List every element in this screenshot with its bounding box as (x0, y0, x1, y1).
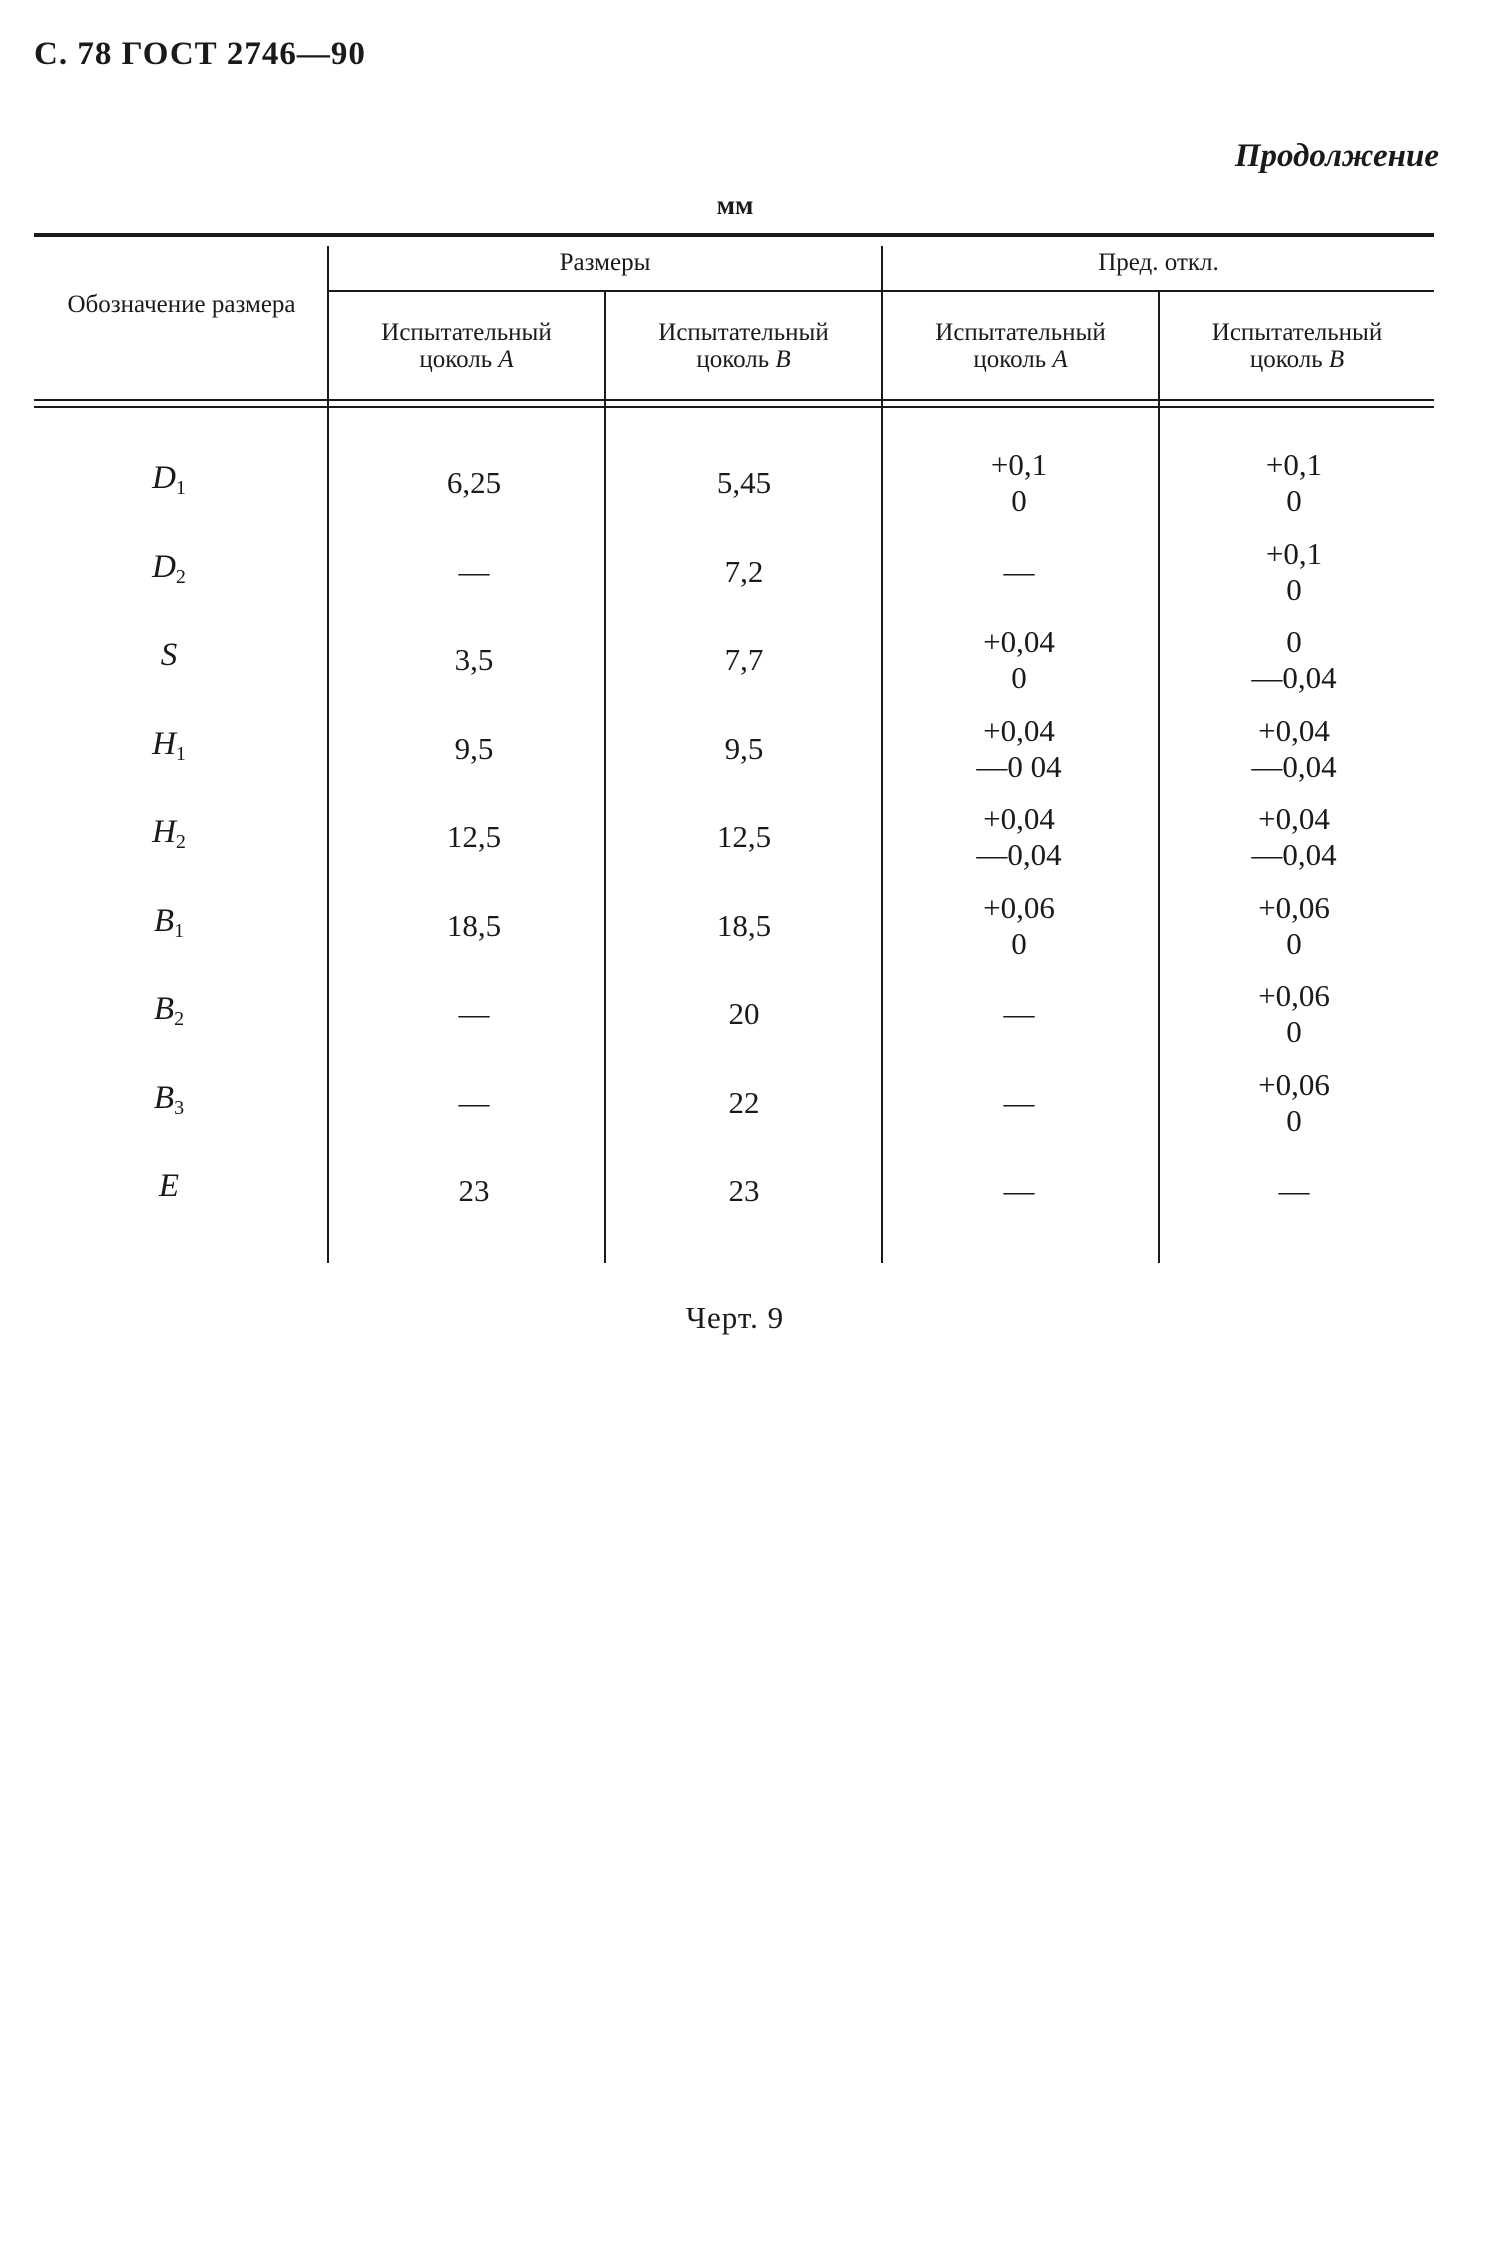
col-divider-4 (1158, 291, 1160, 1263)
header-size-b (606, 319, 881, 373)
size-b-value: 9,5 (724, 730, 764, 766)
tol-b-value (1258, 890, 1330, 962)
header-size-a-line1: Испытательный (381, 319, 552, 346)
size-b-value: 20 (728, 996, 760, 1031)
tol-a-value (1004, 1173, 1035, 1209)
tol-a-upper: — (1003, 553, 1035, 589)
designation-letter: B (153, 991, 175, 1027)
tol-a-value (976, 801, 1061, 873)
header-size-b-line1: Испытательный (658, 319, 829, 346)
designation-letter: D (152, 460, 176, 496)
size-a-value: 6,25 (446, 465, 502, 500)
designation-letter: H (152, 725, 176, 762)
tol-b-value (1258, 1067, 1330, 1139)
size-b-value: 23 (728, 1173, 760, 1208)
header-tol-a-letter: A (1052, 346, 1068, 373)
size-a-value: — (458, 553, 490, 589)
tol-b-lower: —0,04 (1251, 660, 1337, 695)
tol-b-value (1251, 801, 1336, 873)
header-designation: Обозначение размера (67, 291, 296, 318)
header-tol-a (883, 319, 1158, 373)
tol-a-value (976, 713, 1061, 785)
header-tol-b-word: цоколь (1249, 346, 1323, 373)
header-bottom-rule-1 (34, 399, 1434, 401)
row-designation (159, 1168, 179, 1214)
figure-caption: Черт. 9 (685, 1300, 785, 1335)
size-b-value: 7,7 (724, 642, 764, 677)
size-b-value: 22 (728, 1084, 760, 1120)
tol-a-value (1004, 554, 1035, 590)
tol-b-value (1279, 1173, 1310, 1209)
tol-b-value (1266, 447, 1322, 519)
header-sizes: Размеры (559, 249, 651, 276)
tol-a-upper: +0,04 (983, 801, 1055, 836)
unit-label: мм (716, 190, 754, 220)
tol-b-upper: +0,1 (1265, 447, 1323, 482)
tol-a-lower: —0,04 (976, 837, 1062, 872)
size-b-value: 5,45 (716, 465, 772, 500)
header-bottom-rule-2 (34, 406, 1434, 408)
col-divider-3 (881, 246, 883, 1263)
tol-b-lower: 0 (1286, 483, 1302, 518)
tol-a-lower: 0 (1011, 483, 1027, 518)
designation-index: 2 (175, 831, 186, 853)
tol-b-value (1251, 624, 1336, 696)
tol-b-upper: — (1278, 1173, 1310, 1208)
size-a-value: 18,5 (446, 907, 502, 943)
page-header: С. 78 ГОСТ 2746—90 (34, 36, 366, 72)
designation-letter: H (152, 814, 176, 850)
tol-a-upper: — (1003, 1084, 1035, 1120)
tol-a-upper: +0,06 (983, 889, 1055, 925)
tol-b-value (1251, 713, 1336, 785)
size-a-value: 12,5 (446, 819, 502, 854)
tol-a-value (983, 624, 1055, 696)
row-designation (161, 637, 178, 683)
header-size-b-line2 (606, 346, 881, 373)
designation-index: 2 (175, 565, 186, 588)
tol-a-value (1004, 1085, 1035, 1121)
header-size-b-word: цоколь (696, 346, 770, 373)
tol-a-upper: +0,04 (983, 624, 1055, 659)
size-b-value: 18,5 (716, 907, 772, 943)
tol-a-upper: — (1003, 996, 1035, 1031)
size-a-value: 9,5 (454, 730, 494, 766)
tol-a-upper: +0,1 (990, 447, 1048, 482)
header-size-a-word: цоколь (419, 346, 493, 373)
row-designation (152, 549, 186, 595)
size-a-value: — (458, 996, 490, 1031)
header-size-a-letter: A (498, 346, 514, 373)
tol-b-upper: +0,06 (1258, 1066, 1330, 1102)
designation-letter: E (158, 1168, 180, 1204)
tol-b-value (1258, 978, 1330, 1050)
size-a-value: 3,5 (454, 642, 494, 677)
row-designation (154, 991, 184, 1037)
row-designation (152, 460, 186, 506)
tol-a-upper: — (1003, 1173, 1035, 1208)
header-tol-a-line2 (883, 346, 1158, 373)
header-tol-b-letter: B (1328, 346, 1345, 373)
table-top-rule (34, 233, 1434, 237)
tol-a-upper: +0,04 (983, 712, 1055, 748)
tol-b-upper: +0,1 (1265, 535, 1323, 571)
tol-a-lower: 0 (1011, 925, 1027, 961)
designation-index: 1 (175, 477, 186, 499)
header-tol-a-line1: Испытательный (935, 319, 1106, 346)
header-tol-a-word: цоколь (973, 346, 1047, 373)
tol-a-value (1004, 996, 1035, 1032)
tol-b-upper: +0,06 (1258, 889, 1330, 925)
tol-a-lower: 0 (1011, 660, 1027, 695)
header-tolerances: Пред. откл. (1098, 249, 1219, 276)
tol-b-upper: 0 (1286, 624, 1302, 659)
tol-b-upper: +0,04 (1258, 801, 1330, 836)
size-b-value: 12,5 (716, 819, 772, 854)
tol-a-lower: —0 04 (976, 748, 1062, 784)
designation-letter: B (153, 1079, 175, 1116)
tol-a-value (991, 447, 1047, 519)
tol-b-upper: +0,04 (1258, 712, 1330, 748)
row-designation (154, 1080, 184, 1126)
designation-index: 3 (174, 1096, 185, 1119)
header-size-a-line2 (329, 346, 604, 373)
header-tol-b (1160, 319, 1434, 373)
dimensions-table (34, 233, 1434, 1263)
row-designation (152, 814, 186, 860)
designation-index: 2 (174, 1008, 185, 1030)
tol-b-upper: +0,06 (1258, 978, 1330, 1013)
designation-letter: S (160, 637, 178, 673)
row-designation (152, 726, 186, 772)
header-size-a (329, 319, 604, 373)
header-size-b-letter: B (775, 346, 791, 373)
tol-b-lower: 0 (1286, 1102, 1302, 1138)
designation-letter: B (153, 902, 175, 939)
tol-b-lower: —0,04 (1251, 748, 1337, 784)
header-tol-b-line2 (1160, 346, 1434, 373)
col-divider-1 (327, 246, 329, 1263)
tol-b-lower: —0,04 (1251, 837, 1337, 872)
size-b-value: 7,2 (724, 553, 764, 589)
row-designation (154, 903, 184, 949)
continuation-label: Продолжение (1234, 138, 1439, 174)
tol-b-value (1266, 536, 1322, 608)
designation-index: 1 (175, 742, 186, 765)
header-tol-b-line1: Испытательный (1211, 319, 1383, 346)
tol-b-lower: 0 (1286, 925, 1302, 961)
tol-b-lower: 0 (1286, 571, 1302, 607)
tol-a-value (983, 890, 1055, 962)
tol-b-lower: 0 (1286, 1014, 1302, 1049)
col-divider-2 (604, 291, 606, 1263)
size-a-value: — (458, 1084, 490, 1120)
designation-letter: D (152, 548, 176, 585)
designation-index: 1 (174, 919, 185, 942)
size-a-value: 23 (458, 1173, 490, 1208)
